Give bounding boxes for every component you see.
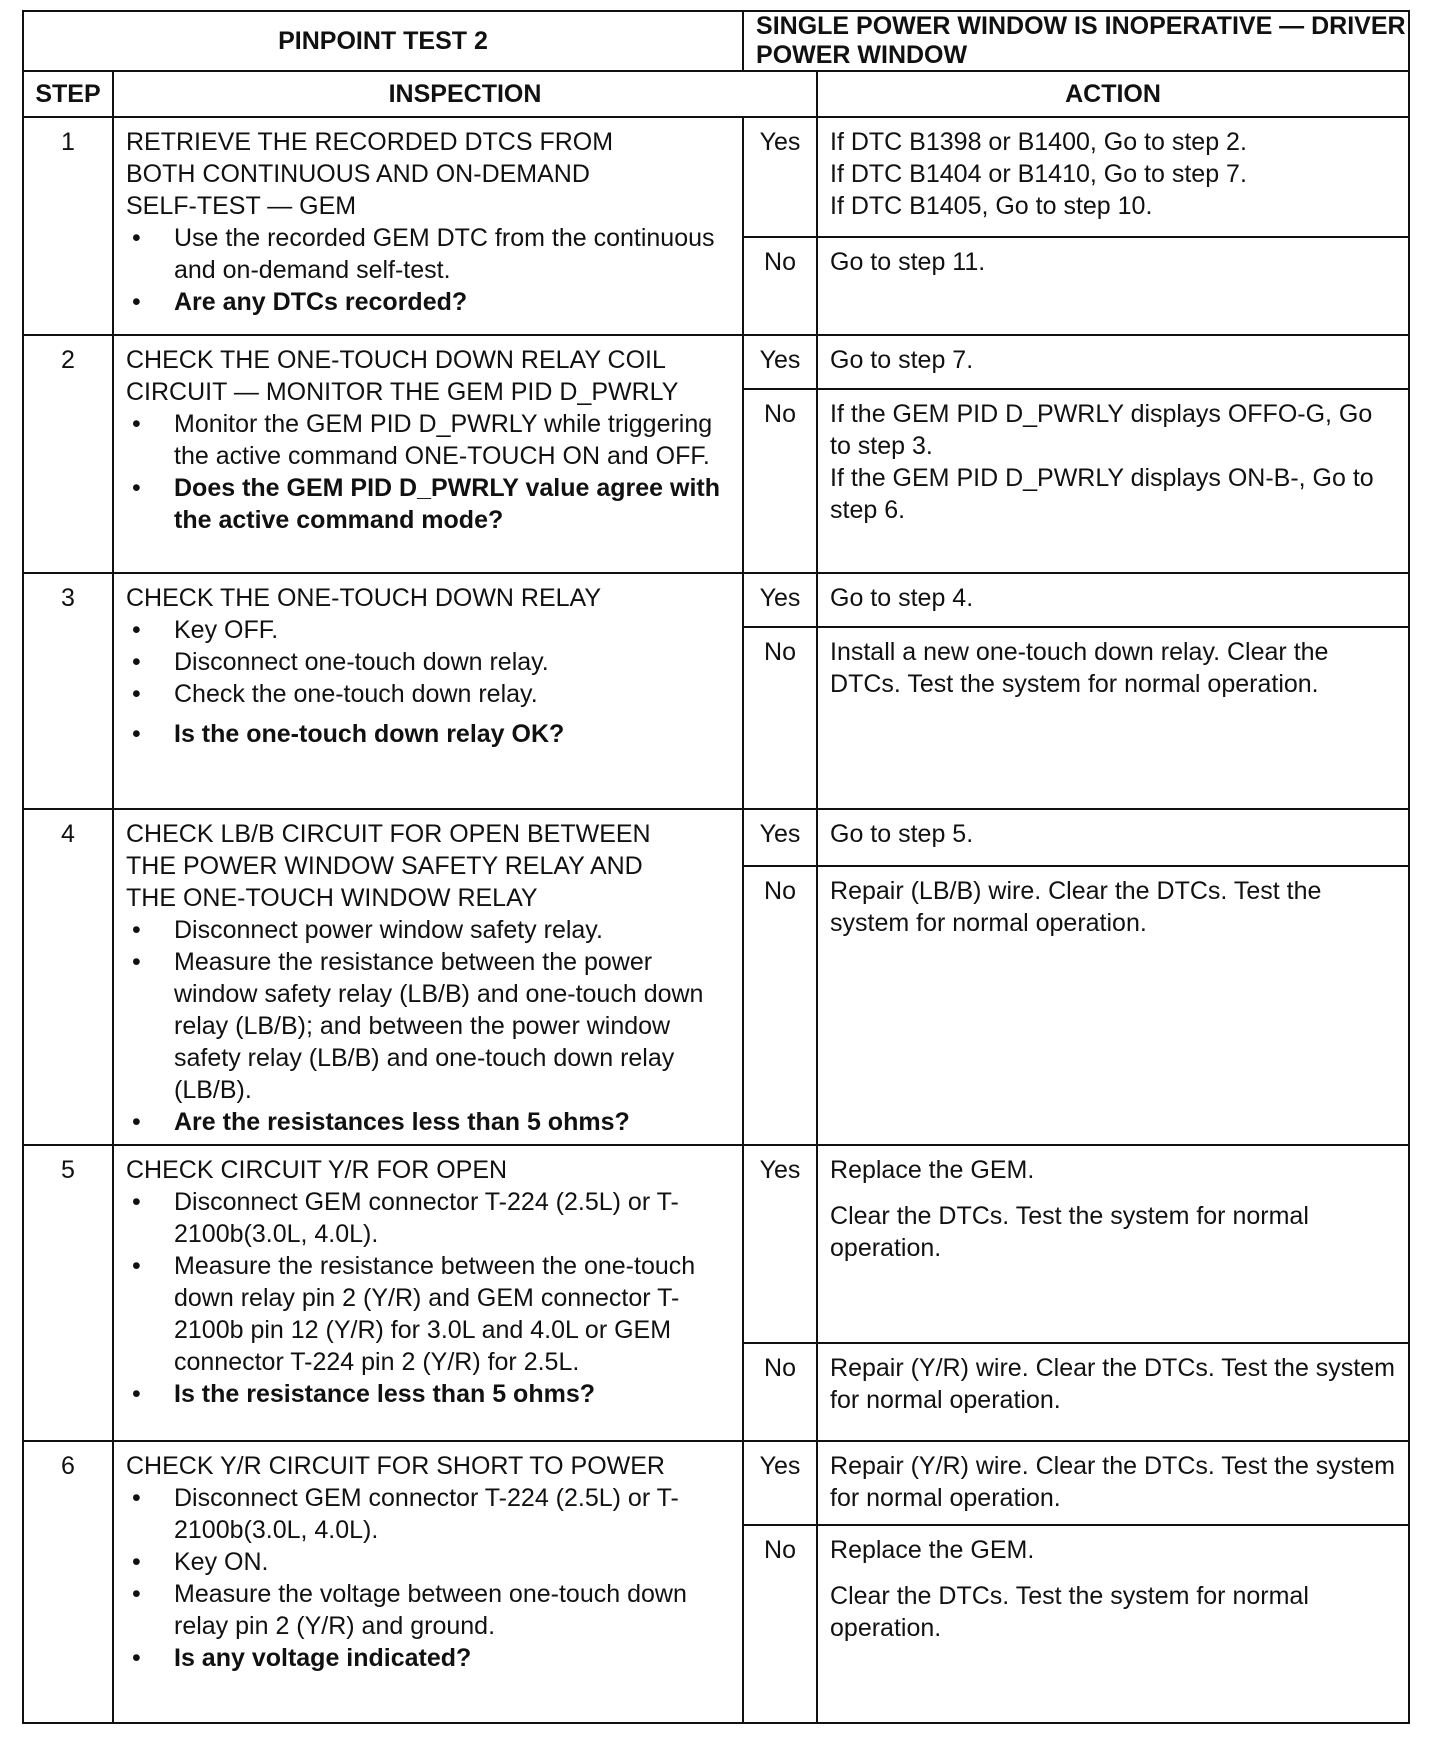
bullet-dot: • — [132, 1108, 141, 1136]
no-label: No — [743, 237, 817, 335]
bullet-text: Key OFF. — [174, 616, 279, 644]
test-title: SINGLE POWER WINDOW IS INOPERATIVE — DRIVER POWER WINDOW — [743, 11, 1409, 71]
inspection-heading-line: CHECK THE ONE-TOUCH DOWN RELAY — [126, 584, 602, 612]
bullet-dot: • — [132, 1644, 141, 1672]
no-label: No — [743, 866, 817, 1145]
action-text: If the GEM PID D_PWRLY displays OFFO-G, Go to step 3. — [830, 400, 1373, 460]
yes-label: Yes — [743, 809, 817, 866]
question-text: Does the GEM PID D_PWRLY value agree with the active command mode? — [174, 474, 720, 534]
action-text: Repair (Y/R) wire. Clear the DTCs. Test the system for normal operation. — [830, 1452, 1395, 1512]
step-number: 4 — [23, 809, 113, 1145]
step-number: 6 — [23, 1441, 113, 1723]
inspection-bullet — [126, 646, 734, 678]
step-number: 3 — [23, 573, 113, 809]
inspection-question — [126, 286, 734, 318]
bullet-text: Disconnect GEM connector T-224 (2.5L) or T-2100b(3.0L, 4.0L). — [174, 1484, 679, 1544]
inspection-cell — [113, 573, 743, 809]
inspection-heading-line: CIRCUIT — MONITOR THE GEM PID D_PWRLY — [126, 378, 679, 406]
question-text: Is any voltage indicated? — [174, 1644, 472, 1672]
yes-label: Yes — [743, 573, 817, 627]
bullet-text: Measure the resistance between the power window safety relay (LB/B) and one-touch down relay (LB/B); and between the power window safety relay (LB/B) and one-touch down relay (LB/B). — [174, 948, 704, 1104]
inspection-bullet — [126, 1482, 734, 1546]
inspection-heading-line: THE POWER WINDOW SAFETY RELAY AND — [126, 852, 643, 880]
question-text: Are any DTCs recorded? — [174, 288, 468, 316]
action-text: If the GEM PID D_PWRLY displays ON-B-, Go to step 6. — [830, 464, 1374, 524]
step-row-4 — [23, 809, 1409, 866]
bullet-dot: • — [132, 680, 141, 708]
step-row-2 — [23, 335, 1409, 389]
bullet-dot: • — [132, 1548, 141, 1576]
bullet-dot: • — [132, 720, 141, 748]
bullet-dot: • — [132, 948, 141, 976]
bullet-dot: • — [132, 1484, 141, 1512]
no-action — [817, 237, 1409, 335]
inspection-cell — [113, 335, 743, 573]
bullet-text: Key ON. — [174, 1548, 269, 1576]
no-action — [817, 1343, 1409, 1441]
yes-label: Yes — [743, 335, 817, 389]
step-column-header: STEP — [23, 71, 113, 117]
no-label: No — [743, 389, 817, 573]
bullet-dot: • — [132, 410, 141, 438]
test-id: PINPOINT TEST 2 — [23, 11, 743, 71]
step-number: 5 — [23, 1145, 113, 1441]
inspection-question — [126, 1642, 734, 1674]
action-text: Clear the DTCs. Test the system for normal operation. — [830, 1582, 1309, 1642]
inspection-bullet — [126, 946, 734, 1106]
inspection-column-header: INSPECTION — [113, 71, 817, 117]
question-text: Is the resistance less than 5 ohms? — [174, 1380, 595, 1408]
inspection-bullet-list — [126, 914, 734, 1138]
inspection-bullet-list — [126, 1186, 734, 1410]
inspection-heading-line: THE ONE-TOUCH WINDOW RELAY — [126, 884, 538, 912]
inspection-question — [126, 472, 734, 536]
bullet-dot: • — [132, 474, 141, 502]
step-row-6 — [23, 1441, 1409, 1525]
yes-label: Yes — [743, 1145, 817, 1343]
inspection-question — [126, 718, 734, 750]
inspection-heading-line: CHECK Y/R CIRCUIT FOR SHORT TO POWER — [126, 1452, 665, 1480]
bullet-dot: • — [132, 1580, 141, 1608]
yes-action — [817, 809, 1409, 866]
step-number: 1 — [23, 117, 113, 335]
no-action — [817, 389, 1409, 573]
bullet-text: Disconnect power window safety relay. — [174, 916, 603, 944]
question-text: Is the one-touch down relay OK? — [174, 720, 565, 748]
bullet-dot: • — [132, 224, 141, 252]
inspection-cell — [113, 117, 743, 335]
inspection-bullet — [126, 1186, 734, 1250]
step-row-3 — [23, 573, 1409, 627]
inspection-bullet-list — [126, 614, 734, 750]
no-action — [817, 1525, 1409, 1723]
column-header-row — [23, 71, 1409, 117]
pinpoint-test-table — [22, 10, 1410, 1724]
inspection-bullet — [126, 1578, 734, 1642]
yes-label: Yes — [743, 1441, 817, 1525]
inspection-bullet — [126, 408, 734, 472]
action-text: Go to step 11. — [830, 248, 986, 276]
action-text: If DTC B1405, Go to step 10. — [830, 192, 1153, 220]
bullet-dot: • — [132, 648, 141, 676]
inspection-heading-line: CHECK CIRCUIT Y/R FOR OPEN — [126, 1156, 508, 1184]
action-text: Replace the GEM. — [830, 1536, 1035, 1564]
inspection-bullet — [126, 914, 734, 946]
inspection-heading-line: CHECK THE ONE-TOUCH DOWN RELAY COIL — [126, 346, 666, 374]
inspection-question — [126, 1378, 734, 1410]
inspection-cell — [113, 1145, 743, 1441]
bullet-text: Measure the voltage between one-touch down relay pin 2 (Y/R) and ground. — [174, 1580, 687, 1640]
yes-action — [817, 335, 1409, 389]
bullet-text: Check the one-touch down relay. — [174, 680, 538, 708]
inspection-bullet — [126, 1250, 734, 1378]
no-label: No — [743, 627, 817, 809]
no-action — [817, 866, 1409, 1145]
title-row — [23, 11, 1409, 71]
inspection-bullet-list — [126, 408, 734, 536]
bullet-text: Use the recorded GEM DTC from the continuous and on-demand self-test. — [174, 224, 715, 284]
bullet-text: Disconnect one-touch down relay. — [174, 648, 549, 676]
yes-label: Yes — [743, 117, 817, 237]
action-text: Repair (Y/R) wire. Clear the DTCs. Test the system for normal operation. — [830, 1354, 1395, 1414]
action-text: Go to step 7. — [830, 346, 974, 374]
no-label: No — [743, 1343, 817, 1441]
bullet-dot: • — [132, 1252, 141, 1280]
question-text: Are the resistances less than 5 ohms? — [174, 1108, 630, 1136]
bullet-dot: • — [132, 616, 141, 644]
action-text: Go to step 5. — [830, 820, 974, 848]
inspection-bullet — [126, 222, 734, 286]
step-row-1 — [23, 117, 1409, 237]
action-text: If DTC B1398 or B1400, Go to step 2. — [830, 128, 1247, 156]
bullet-dot: • — [132, 916, 141, 944]
yes-action — [817, 573, 1409, 627]
bullet-text: Disconnect GEM connector T-224 (2.5L) or T-2100b(3.0L, 4.0L). — [174, 1188, 679, 1248]
action-column-header: ACTION — [817, 71, 1409, 117]
step-row-5 — [23, 1145, 1409, 1343]
inspection-bullet-list — [126, 1482, 734, 1674]
pinpoint-test-document — [22, 10, 1408, 1724]
yes-action — [817, 117, 1409, 237]
bullet-dot: • — [132, 1380, 141, 1408]
inspection-heading-line: BOTH CONTINUOUS AND ON-DEMAND — [126, 160, 590, 188]
no-label: No — [743, 1525, 817, 1723]
inspection-cell — [113, 809, 743, 1145]
inspection-heading-line: RETRIEVE THE RECORDED DTCS FROM — [126, 128, 614, 156]
inspection-bullet — [126, 1546, 734, 1578]
action-text: If DTC B1404 or B1410, Go to step 7. — [830, 160, 1247, 188]
no-action — [817, 627, 1409, 809]
bullet-text: Monitor the GEM PID D_PWRLY while triggering the active command ONE-TOUCH ON and OFF. — [174, 410, 713, 470]
inspection-heading-line: CHECK LB/B CIRCUIT FOR OPEN BETWEEN — [126, 820, 651, 848]
inspection-cell — [113, 1441, 743, 1723]
action-text: Repair (LB/B) wire. Clear the DTCs. Test the system for normal operation. — [830, 876, 1322, 937]
yes-action — [817, 1441, 1409, 1525]
inspection-bullet — [126, 614, 734, 646]
action-text: Clear the DTCs. Test the system for normal operation. — [830, 1202, 1309, 1262]
bullet-text: Measure the resistance between the one-touch down relay pin 2 (Y/R) and GEM connector T-2100b pin 12 (Y/R) for 3.0L and 4.0L or GEM connector T-224 pin 2 (Y/R) for 2.5L. — [174, 1252, 696, 1376]
step-number: 2 — [23, 335, 113, 573]
inspection-bullet — [126, 678, 734, 710]
bullet-dot: • — [132, 1188, 141, 1216]
yes-action — [817, 1145, 1409, 1343]
action-text: Install a new one-touch down relay. Clear the DTCs. Test the system for normal operation. — [830, 638, 1329, 698]
inspection-bullet-list — [126, 222, 734, 318]
bullet-dot: • — [132, 288, 141, 316]
inspection-heading-line: SELF-TEST — GEM — [126, 192, 357, 220]
inspection-question — [126, 1106, 734, 1138]
action-text: Replace the GEM. — [830, 1156, 1035, 1184]
action-text: Go to step 4. — [830, 584, 974, 612]
